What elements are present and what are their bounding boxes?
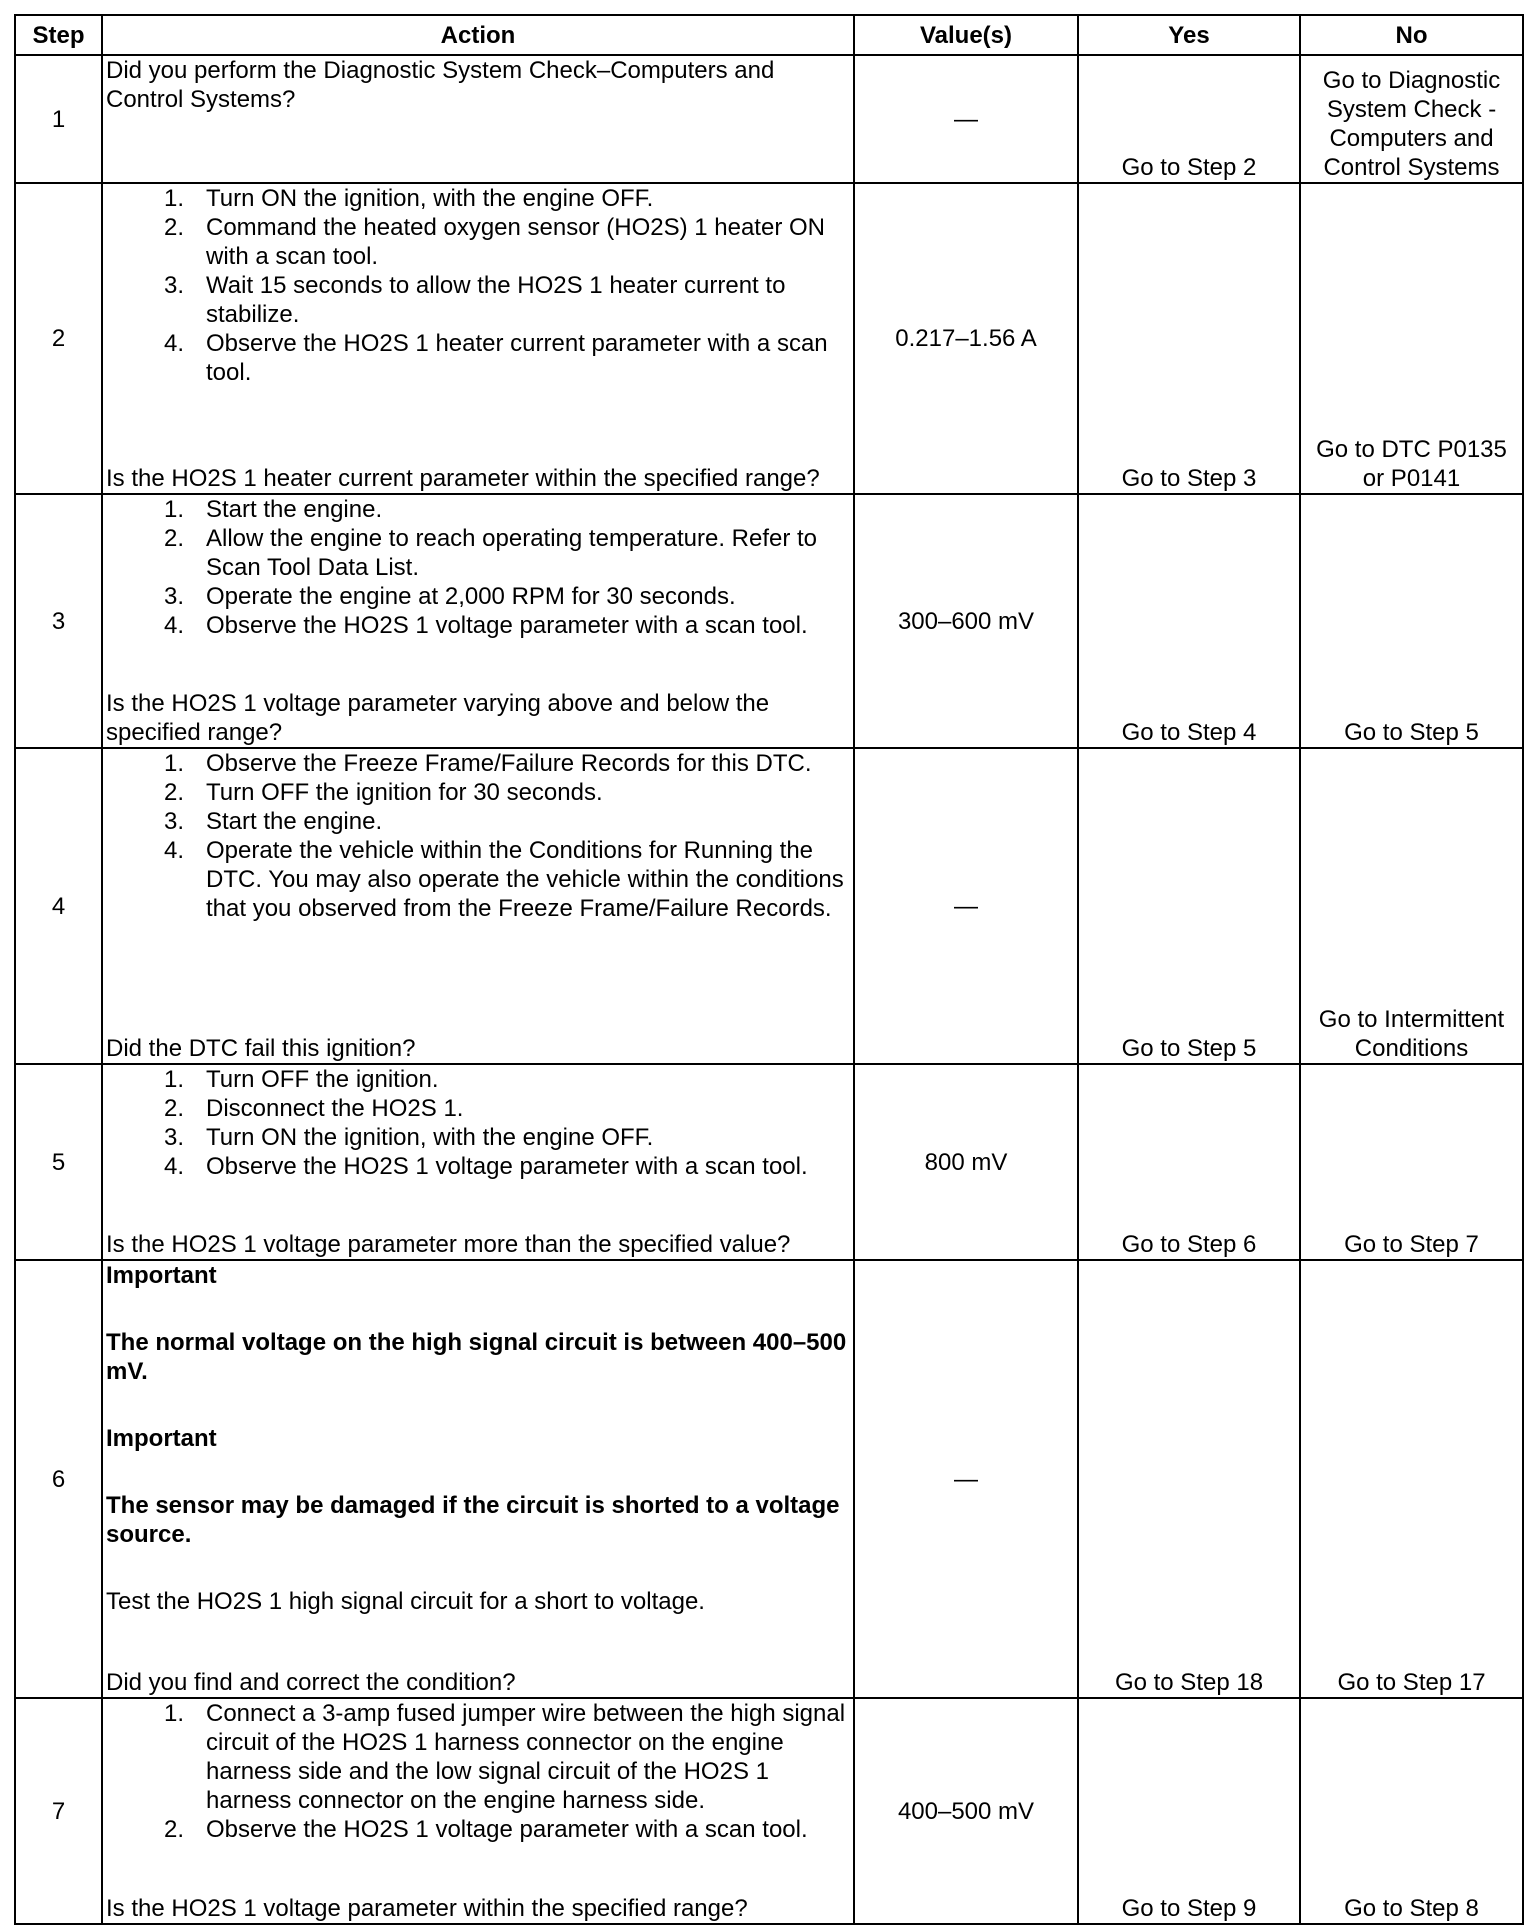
header-action: Action — [102, 15, 854, 55]
yes-cell: Go to Step 9 — [1078, 1698, 1300, 1924]
list-item: 3. Wait 15 seconds to allow the HO2S 1 heater current to stabilize. — [163, 272, 786, 328]
yes-cell: Go to Step 18 — [1078, 1260, 1300, 1698]
action-question: Did you find and correct the condition? — [106, 1669, 516, 1696]
step-number: 6 — [15, 1260, 102, 1698]
action-question: Is the HO2S 1 heater current parameter within the specified range? — [106, 465, 820, 492]
table-row — [15, 1260, 1523, 1698]
header-row — [15, 15, 1523, 55]
no-cell: Go to Diagnostic System Check - Computers and Control Systems — [1300, 55, 1523, 183]
list-item: 2. Command the heated oxygen sensor (HO2S) 1 heater ON with a scan tool. — [163, 214, 825, 270]
action-list — [106, 1065, 850, 1181]
action-text: Did you perform the Diagnostic System Check–Computers and Control Systems? — [106, 57, 775, 113]
yes-cell: Go to Step 5 — [1078, 748, 1300, 1064]
important-text: The sensor may be damaged if the circuit is shorted to a voltage source. — [106, 1492, 840, 1548]
action-cell — [102, 748, 854, 1064]
list-item: 4. Operate the vehicle within the Conditions for Running the DTC. You may also operate the vehicle within the conditions that you observed from the Freeze Frame/Failure Records. — [163, 837, 844, 922]
list-item: 3. Start the engine. — [163, 808, 383, 835]
action-cell — [102, 183, 854, 494]
action-cell — [102, 55, 854, 183]
action-question: Is the HO2S 1 voltage parameter more than the specified value? — [106, 1231, 791, 1258]
list-item: 4. Observe the HO2S 1 voltage parameter with a scan tool. — [163, 612, 808, 639]
list-item: 2. Disconnect the HO2S 1. — [163, 1095, 464, 1122]
action-cell — [102, 1064, 854, 1260]
action-list — [106, 495, 850, 640]
no-cell: Go to Step 17 — [1300, 1260, 1523, 1698]
value-cell: — — [854, 748, 1078, 1064]
no-cell: Go to Intermittent Conditions — [1300, 748, 1523, 1064]
action-question: Is the HO2S 1 voltage parameter varying above and below the specified range? — [106, 690, 770, 746]
step-number: 4 — [15, 748, 102, 1064]
table-row — [15, 183, 1523, 494]
list-item: 4. Observe the HO2S 1 voltage parameter with a scan tool. — [163, 1153, 808, 1180]
list-item: 1. Observe the Freeze Frame/Failure Records for this DTC. — [163, 750, 812, 777]
list-item: 1. Turn ON the ignition, with the engine OFF. — [163, 185, 654, 212]
important-label: Important — [106, 1262, 217, 1289]
table-row — [15, 55, 1523, 183]
action-question: Is the HO2S 1 voltage parameter within the specified range? — [106, 1895, 748, 1922]
no-cell: Go to Step 5 — [1300, 494, 1523, 748]
header-no: No — [1300, 15, 1523, 55]
no-cell: Go to Step 7 — [1300, 1064, 1523, 1260]
step-number: 5 — [15, 1064, 102, 1260]
action-list — [106, 1699, 850, 1844]
list-item: 2. Allow the engine to reach operating temperature. Refer to Scan Tool Data List. — [163, 525, 818, 581]
step-number: 1 — [15, 55, 102, 183]
action-cell — [102, 494, 854, 748]
action-list — [106, 184, 850, 387]
list-item: 2. Turn OFF the ignition for 30 seconds. — [163, 779, 603, 806]
table-row — [15, 1698, 1523, 1924]
yes-cell: Go to Step 3 — [1078, 183, 1300, 494]
list-item: 3. Operate the engine at 2,000 RPM for 30 seconds. — [163, 583, 736, 610]
step-number: 3 — [15, 494, 102, 748]
action-cell — [102, 1260, 854, 1698]
diagnostic-table — [14, 14, 1524, 1925]
value-cell: 400–500 mV — [854, 1698, 1078, 1924]
table-row — [15, 1064, 1523, 1260]
list-item: 3. Turn ON the ignition, with the engine OFF. — [163, 1124, 654, 1151]
header-yes: Yes — [1078, 15, 1300, 55]
step-number: 7 — [15, 1698, 102, 1924]
yes-cell: Go to Step 4 — [1078, 494, 1300, 748]
list-item: 1. Turn OFF the ignition. — [163, 1066, 439, 1093]
header-step: Step — [15, 15, 102, 55]
action-list — [106, 749, 850, 923]
list-item: 1. Start the engine. — [163, 496, 383, 523]
no-cell: Go to DTC P0135 or P0141 — [1300, 183, 1523, 494]
yes-cell: Go to Step 6 — [1078, 1064, 1300, 1260]
value-cell: — — [854, 1260, 1078, 1698]
important-text: The normal voltage on the high signal circuit is between 400–500 mV. — [106, 1329, 847, 1385]
yes-cell: Go to Step 2 — [1078, 55, 1300, 183]
action-question: Did the DTC fail this ignition? — [106, 1035, 416, 1062]
table-row — [15, 494, 1523, 748]
action-text: Test the HO2S 1 high signal circuit for a short to voltage. — [106, 1588, 705, 1615]
diagnostic-document — [14, 14, 1522, 1925]
value-cell: — — [854, 55, 1078, 183]
value-cell: 800 mV — [854, 1064, 1078, 1260]
list-item: 1. Connect a 3-amp fused jumper wire between the high signal circuit of the HO2S 1 harness connector on the engine harness side and the low signal circuit of the HO2S 1 harness connector on the engine harness side. — [163, 1700, 846, 1814]
header-values: Value(s) — [854, 15, 1078, 55]
list-item: 4. Observe the HO2S 1 heater current parameter with a scan tool. — [163, 330, 828, 386]
no-cell: Go to Step 8 — [1300, 1698, 1523, 1924]
list-item: 2. Observe the HO2S 1 voltage parameter with a scan tool. — [163, 1816, 808, 1843]
step-number: 2 — [15, 183, 102, 494]
value-cell: 0.217–1.56 A — [854, 183, 1078, 494]
action-cell — [102, 1698, 854, 1924]
important-label: Important — [106, 1425, 217, 1452]
value-cell: 300–600 mV — [854, 494, 1078, 748]
table-row — [15, 748, 1523, 1064]
